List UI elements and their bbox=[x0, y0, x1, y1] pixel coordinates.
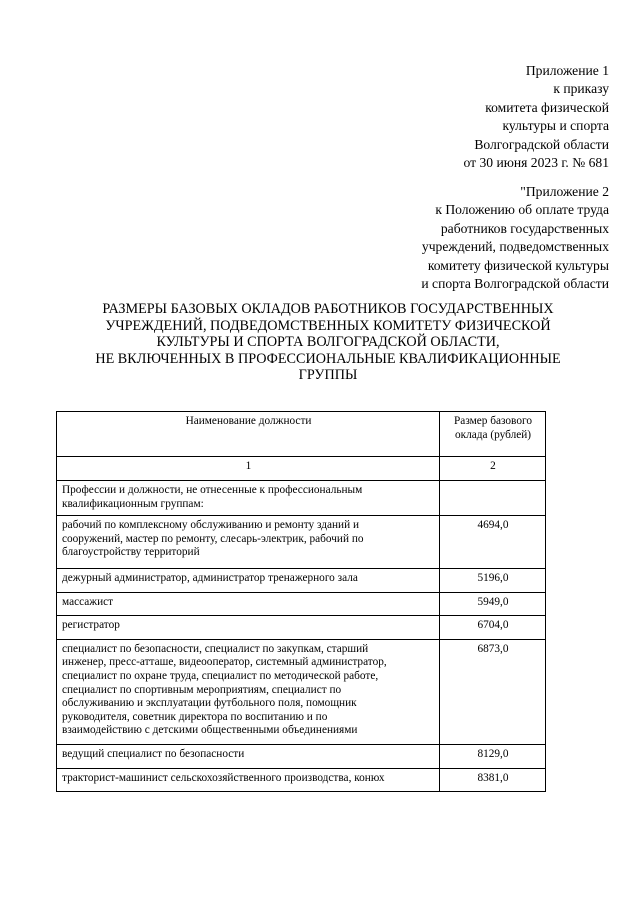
table-row bbox=[57, 616, 546, 640]
salary-cell: 5949,0 bbox=[440, 592, 546, 616]
section-header bbox=[57, 481, 440, 516]
table-row bbox=[57, 568, 546, 592]
appendix-2-reference bbox=[279, 183, 609, 293]
salary-cell: 8381,0 bbox=[440, 768, 546, 792]
position-line: специалист по безопасности, специалист по закупкам, старший bbox=[62, 642, 369, 655]
position-line: взаимодействию с детскими общественными объединениями bbox=[62, 724, 358, 737]
position-cell bbox=[57, 616, 440, 640]
salary-cell: 8129,0 bbox=[440, 744, 546, 768]
column-number-1: 1 bbox=[57, 457, 440, 481]
section-header-row bbox=[57, 481, 546, 516]
title-line: УЧРЕЖДЕНИЙ, ПОДВЕДОМСТВЕННЫХ КОМИТЕТУ ФИЗИЧЕСКОЙ bbox=[105, 317, 551, 334]
position-line: руководителя, советник директора по воспитанию и по bbox=[62, 710, 328, 723]
table-row bbox=[57, 516, 546, 569]
table-row bbox=[57, 592, 546, 616]
position-line: массажист bbox=[62, 595, 114, 608]
position-cell bbox=[57, 568, 440, 592]
appendix-1-line: Приложение 1 bbox=[525, 63, 609, 78]
header-salary-line: оклада (рублей) bbox=[454, 428, 532, 441]
salary-cell: 6704,0 bbox=[440, 616, 546, 640]
position-cell bbox=[57, 592, 440, 616]
table-row bbox=[57, 744, 546, 768]
appendix-2-line: и спорта Волгоградской области bbox=[421, 276, 609, 292]
appendix-1-line: культуры и спорта bbox=[502, 118, 609, 134]
position-line: обслуживанию и эксплуатации футбольного поля, помощник bbox=[62, 697, 357, 710]
salary-cell: 4694,0 bbox=[440, 516, 546, 569]
table-row bbox=[57, 639, 546, 744]
header-salary-line: Размер базового bbox=[454, 415, 532, 427]
title-line: КУЛЬТУРЫ И СПОРТА ВОЛГОГРАДСКОЙ ОБЛАСТИ, bbox=[156, 334, 500, 351]
section-header-line: квалификационным группам: bbox=[62, 497, 204, 510]
section-header-salary-empty bbox=[440, 481, 546, 516]
position-line: тракторист-машинист сельскохозяйственного производства, конюх bbox=[62, 771, 385, 784]
salary-table bbox=[56, 411, 546, 792]
appendix-2-line: к Положению об оплате труда bbox=[435, 202, 609, 218]
appendix-1-line: к приказу bbox=[553, 81, 609, 97]
position-cell bbox=[57, 516, 440, 569]
position-cell bbox=[57, 639, 440, 744]
table-row bbox=[57, 768, 546, 792]
header-salary bbox=[440, 412, 546, 457]
position-line: регистратор bbox=[62, 619, 120, 632]
title-line: НЕ ВКЛЮЧЕННЫХ В ПРОФЕССИОНАЛЬНЫЕ КВАЛИФИКАЦИОННЫЕ bbox=[95, 350, 561, 367]
header-position-label: Наименование должности bbox=[185, 415, 312, 427]
position-line: ведущий специалист по безопасности bbox=[62, 747, 245, 760]
appendix-2-line: учреждений, подведомственных bbox=[421, 239, 609, 255]
appendix-1-line: Волгоградской области bbox=[474, 136, 609, 152]
position-line: рабочий по комплексному обслуживанию и ремонту зданий и bbox=[62, 519, 360, 532]
position-line: инженер, пресс-атташе, видеооператор, системный администратор, bbox=[62, 656, 387, 669]
appendix-2-line: комитету физической культуры bbox=[427, 257, 609, 273]
table-header-row bbox=[57, 412, 546, 457]
salary-cell: 5196,0 bbox=[440, 568, 546, 592]
appendix-2-line: работников государственных bbox=[440, 220, 609, 236]
appendix-1-reference bbox=[309, 62, 609, 172]
title-line: ГРУППЫ bbox=[298, 367, 358, 384]
column-number-row bbox=[57, 457, 546, 481]
salary-cell: 6873,0 bbox=[440, 639, 546, 744]
section-header-line: Профессии и должности, не отнесенные к профессиональным bbox=[62, 484, 363, 496]
appendix-1-line: от 30 июня 2023 г. № 681 bbox=[463, 155, 609, 171]
appendix-1-line: комитета физической bbox=[485, 99, 609, 115]
document-title bbox=[40, 301, 616, 384]
position-line: сооружений, мастер по ремонту, слесарь-электрик, рабочий по bbox=[62, 532, 364, 545]
position-line: специалист по охране труда, специалист по методической работе, bbox=[62, 669, 379, 682]
position-line: благоустройству территорий bbox=[62, 546, 200, 559]
position-line: специалист по спортивным мероприятиям, специалист по bbox=[62, 683, 342, 696]
position-cell bbox=[57, 744, 440, 768]
title-line: РАЗМЕРЫ БАЗОВЫХ ОКЛАДОВ РАБОТНИКОВ ГОСУДАРСТВЕННЫХ bbox=[102, 301, 554, 317]
position-cell bbox=[57, 768, 440, 792]
column-number-2: 2 bbox=[440, 457, 546, 481]
appendix-2-line: "Приложение 2 bbox=[520, 184, 609, 199]
header-position bbox=[57, 412, 440, 457]
position-line: дежурный администратор, администратор тренажерного зала bbox=[62, 571, 358, 584]
